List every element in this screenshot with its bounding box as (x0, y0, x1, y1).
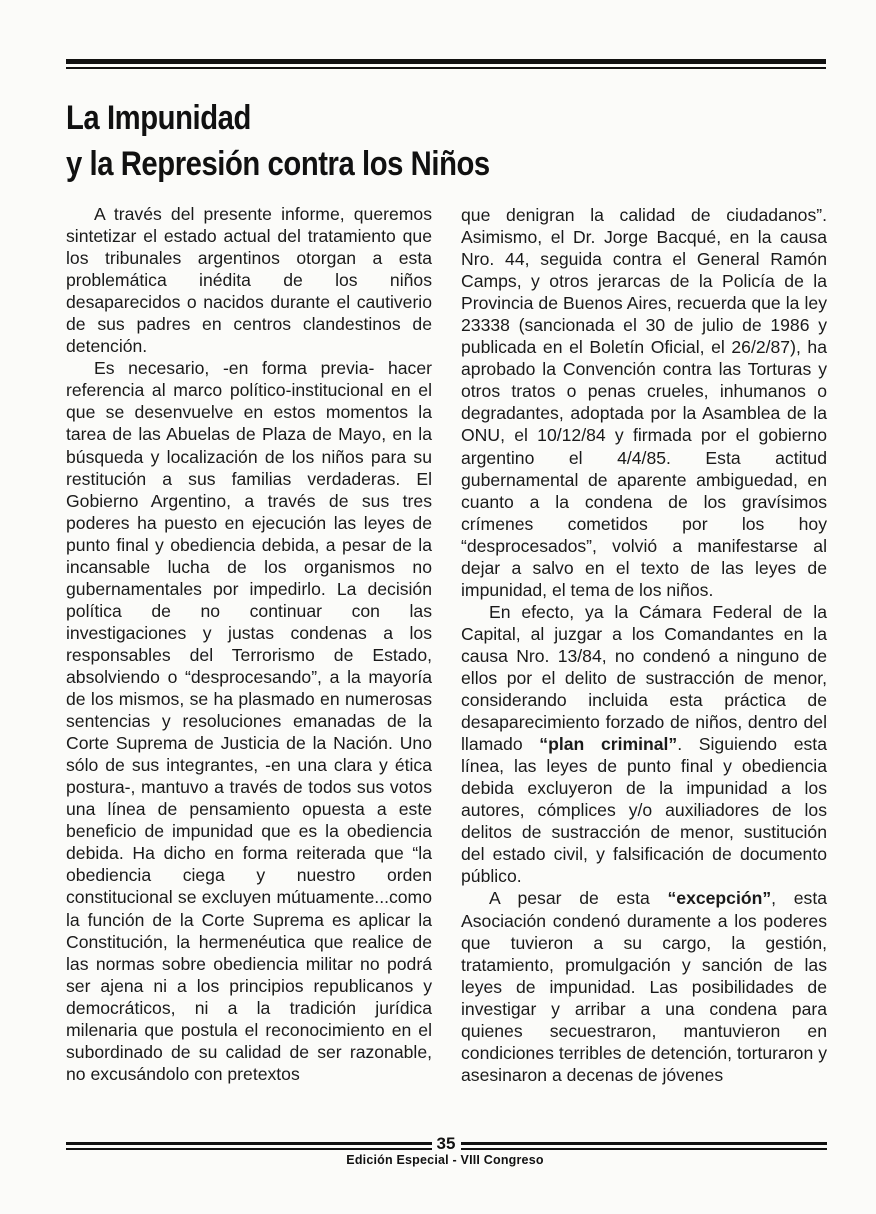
bold-phrase: “plan criminal” (539, 734, 678, 755)
header-rule-thin (66, 67, 826, 69)
header-rule-thick (66, 59, 826, 64)
paragraph-text: , esta Asociación condenó duramente a los poderes que tuvieron a su cargo, la gestión, tratamiento, promulgación y sanción de las leyes de impunidad. Las posibilidades de investigar y arribar a una condena para quienes secuestraron, mantuvieron en condiciones terribles de detención, torturaron y asesinaron a decenas de jóvenes (461, 888, 828, 1085)
paragraph: Es necesario, -en forma previa- hacer referencia al marco político-institucional en el que se desenvuelve en estos momentos la tarea de las Abuelas de Plaza de Mayo, en la búsqueda y localización de los niños para su restitución a sus familias verdaderas. El Gobierno Argentino, a través de sus tres poderes ha puesto en ejecución las leyes de punto final y obediencia debida, a pesar de la incansable lucha de los organismos no gubernamentales por impedirlo. La decisión política de no continuar con las investigaciones y justas condenas a los responsables del Terrorismo de Estado, absolviendo o “desprocesando”, a la mayoría de los mismos, se ha plasmado en numerosas sentencias y resoluciones emanadas de la Corte Suprema de Justicia de la Nación. Uno sólo de sus integrantes, -en una clara y ética postura-, mantuvo a través de todos sus votos una línea de pensamiento opuesta a este beneficio de impunidad que es la obediencia debida. Ha dicho en forma reiterada que “la obediencia ciega y nuestro orden constitucional se excluyen mútuamente...como la función de la Corte Suprema es aplicar la Constitución, la hermenéutica que realice de las normas sobre obediencia militar no podrá ser ajena ni a los principios republicanos y democráticos, ni a la tradición jurídica milenaria que postula el reconocimiento en el subordinado de su calidad de ser razonable, no excusándolo con pretextos (66, 358, 432, 1084)
footer-rule-left-thin (66, 1148, 432, 1150)
title-line-2: y la Represión contra los Niños (66, 145, 490, 183)
footer-rule-right-thin (461, 1148, 827, 1150)
paragraph: que denigran la calidad de ciudadanos”. Asimismo, el Dr. Jorge Bacqué, en la causa Nro. 44, seguida contra el General Ramón Camps, y otros jerarcas de la Policía de la Provincia de Buenos Aires, recuerda que la ley 23338 (sancionada el 30 de julio de 1986 y publicada en el Boletín Oficial, el 26/2/87), ha aprobado la Convención contra las Torturas y otros tratos o penas crueles, inhumanos o degradantes, adoptada por la Asamblea de la ONU, el 10/12/84 y firmada por el gobierno argentino el 4/4/85. Esta actitud gubernamental de aparente ambiguedad, en cuanto a la condena de los gravísimos crímenes cometidos por los hoy “desprocesados”, volvió a manifestarse al dejar a salvo en el texto de las leyes de impunidad, el tema de los niños. (461, 205, 827, 600)
footer-rule-right-thick (461, 1142, 827, 1145)
paragraph-text: . Siguiendo esta línea, las leyes de punto final y obediencia debida excluyeron de la impunidad a los autores, cómplices y/o auxiliadores de los delitos de sustracción de menor, sustitución del estado civil, y falsificación de documento público. (461, 734, 827, 887)
footer-rule-left-thick (66, 1142, 432, 1145)
page-number: 35 (436, 1134, 456, 1153)
title-line-1: La Impunidad (66, 99, 251, 137)
right-column (461, 204, 827, 1086)
footer-edition: Edición Especial - VIII Congreso (346, 1153, 544, 1167)
bold-phrase: “excepción” (667, 888, 772, 909)
left-column (66, 203, 432, 1085)
article-title (66, 95, 490, 187)
paragraph (461, 601, 827, 888)
paragraph (461, 887, 827, 1085)
paragraph: A través del presente informe, queremos sintetizar el estado actual del tratamiento que los tribunales argentinos otorgan a esta problemática inédita de los niños desaparecidos o nacidos durante el cautiverio de sus padres en centros clandestinos de detención. (66, 204, 432, 357)
paragraph-text: En efecto, ya la Cámara Federal de la Capital, al juzgar a los Comandantes en la causa Nro. 13/84, no condenó a ninguno de ellos por el delito de sustracción de menor, considerando incluida esta práctica de desaparecimiento forzado de niños, dentro del llamado (461, 601, 827, 755)
paragraph-text: A pesar de esta (489, 888, 668, 909)
